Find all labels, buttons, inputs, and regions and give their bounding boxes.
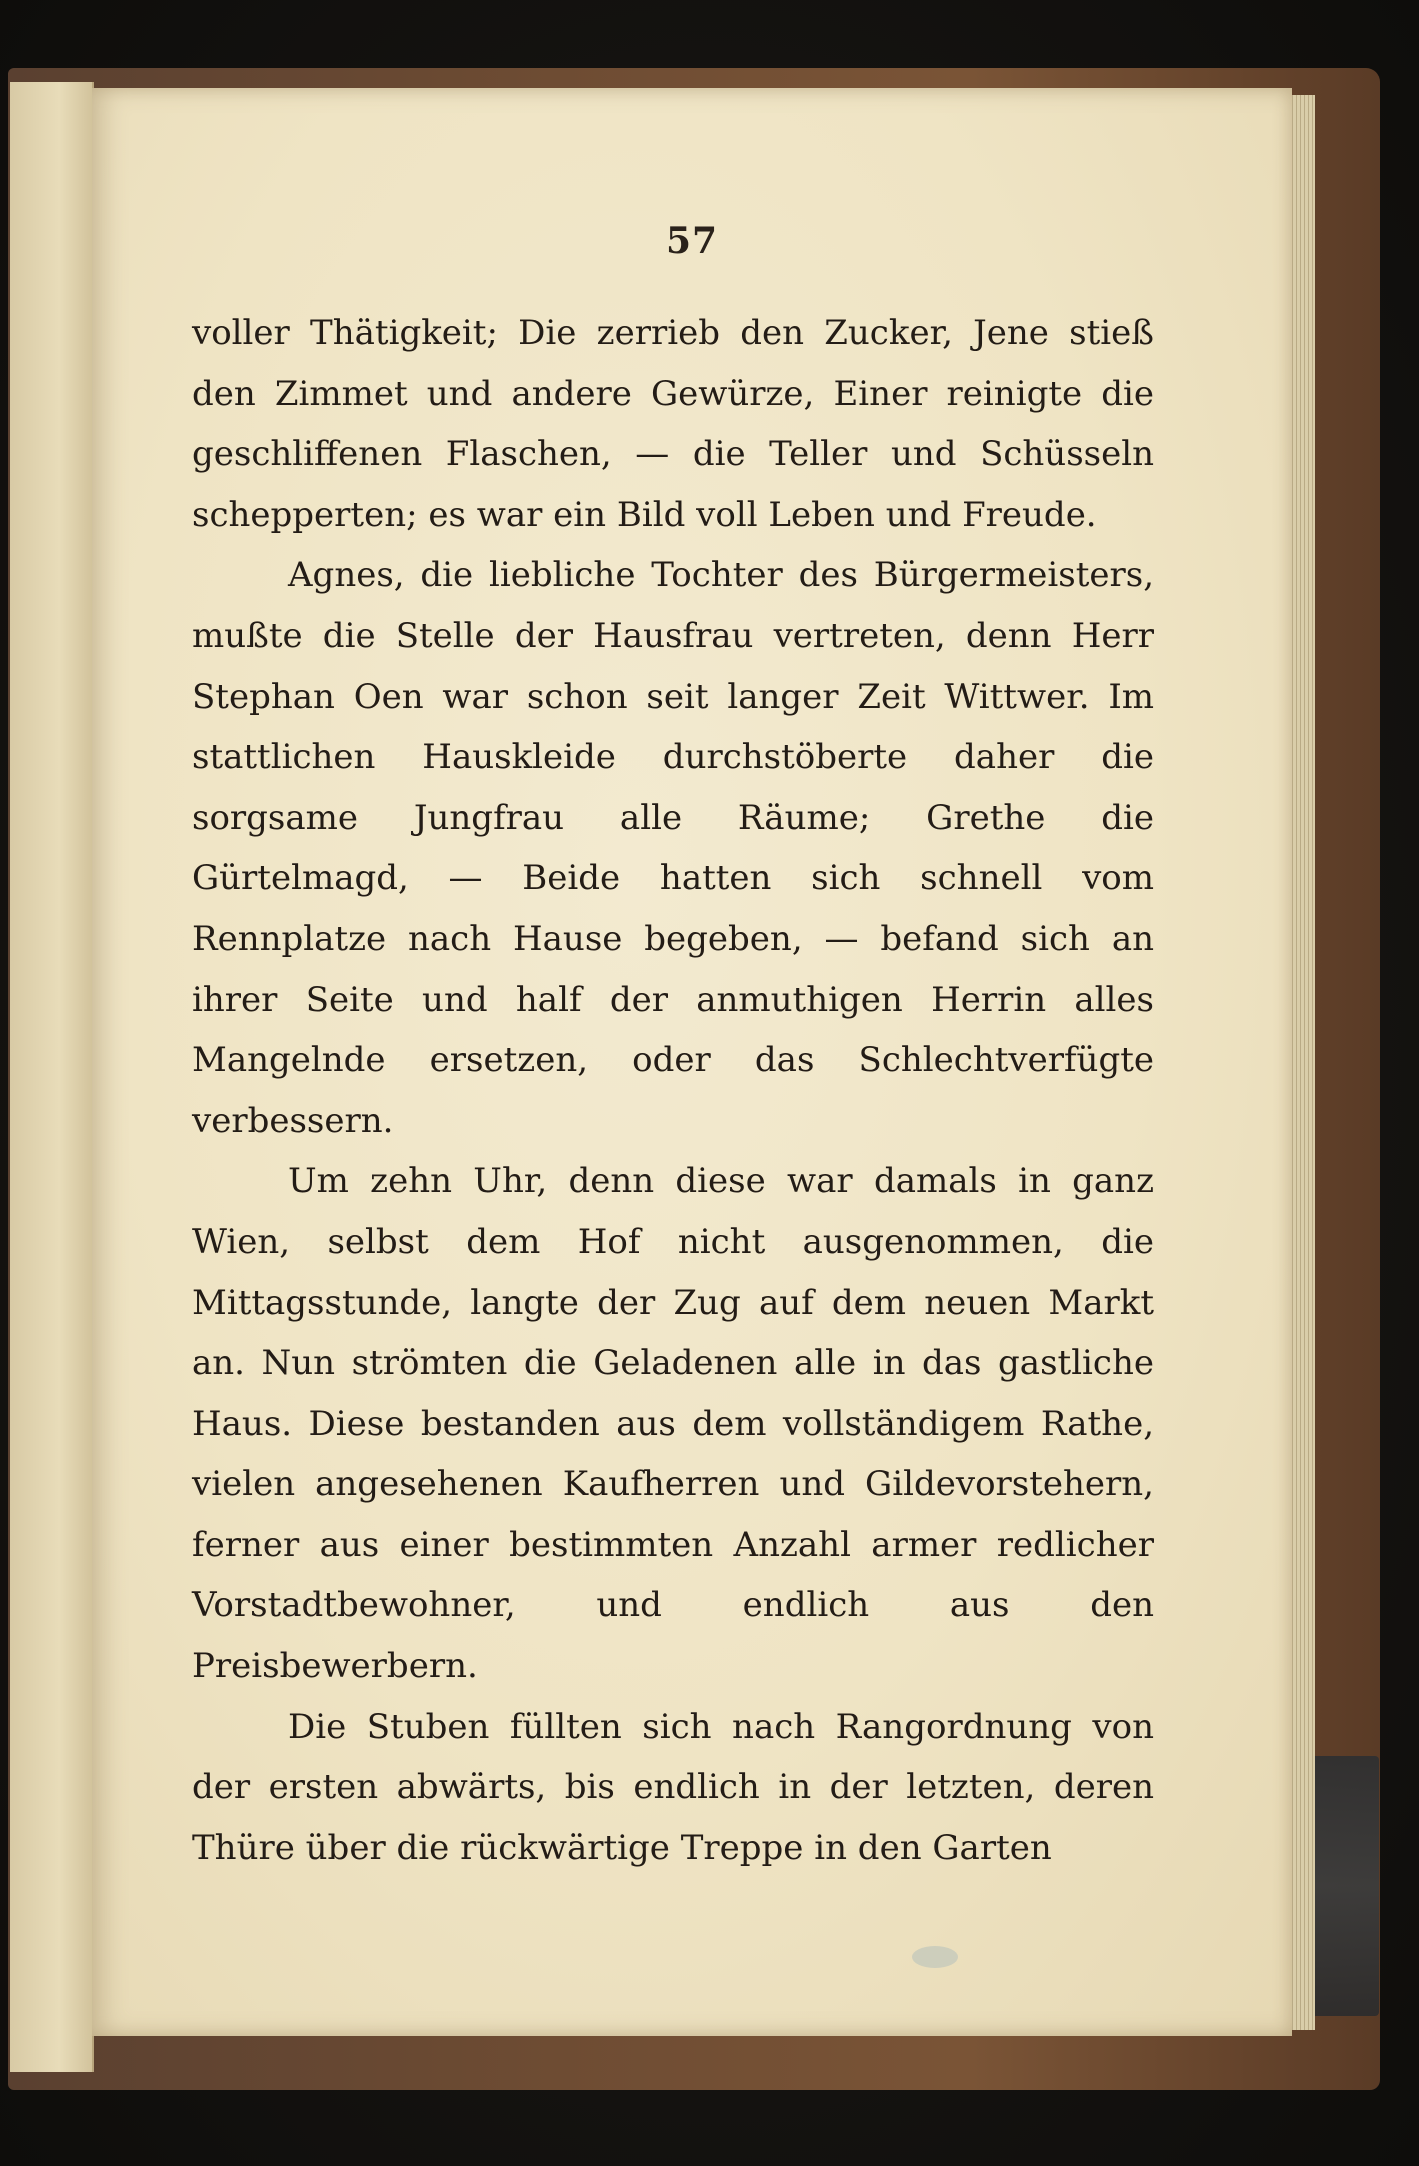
previous-page-edge — [10, 82, 94, 2072]
paper-stain — [912, 1946, 958, 1968]
paragraph-2: Agnes, die liebliche Tochter des Bürgermeisters, mußte die Stelle der Hausfrau vertreten, denn Herr Stephan Oen war schon seit langer Zeit Wittwer. Im stattlichen Hauskleide durchstöberte daher die sorgsame Jungfrau alle Räume; Grethe die Gürtelmagd, — Beide hatten sich schnell vom Rennplatze nach Hause begeben, — befand sich an ihrer Seite und half der anmuthigen Herrin alles Mangelnde ersetzen, oder das Schlechtverfügte verbessern. — [192, 555, 1154, 1141]
book-page — [92, 88, 1292, 2036]
paragraph-1: voller Thätigkeit; Die zerrieb den Zucker, Jene stieß den Zimmet und andere Gewürze, Einer reinigte die geschliffenen Flaschen, — die Teller und Schüsseln schepperten; es war ein Bild voll Leben und Freude. — [192, 313, 1154, 535]
paragraph-4: Die Stuben füllten sich nach Rangordnung von der ersten abwärts, bis endlich in der letzten, deren Thüre über die rückwärtige Treppe in den Garten — [192, 1706, 1154, 1868]
page-text — [192, 303, 1154, 1878]
page-number: 57 — [665, 220, 719, 262]
paragraph-3: Um zehn Uhr, denn diese war damals in ganz Wien, selbst dem Hof nicht ausgenommen, die Mittagsstunde, langte der Zug auf dem neuen Markt an. Nun strömten die Geladenen alle in das gastliche Haus. Diese bestanden aus dem vollständigem Rathe, vielen angesehenen Kaufherren und Gildevorstehern, ferner aus einer bestimmten Anzahl armer redlicher Vorstadtbewohner, und endlich aus den Preisbewerbern. — [192, 1161, 1154, 1687]
